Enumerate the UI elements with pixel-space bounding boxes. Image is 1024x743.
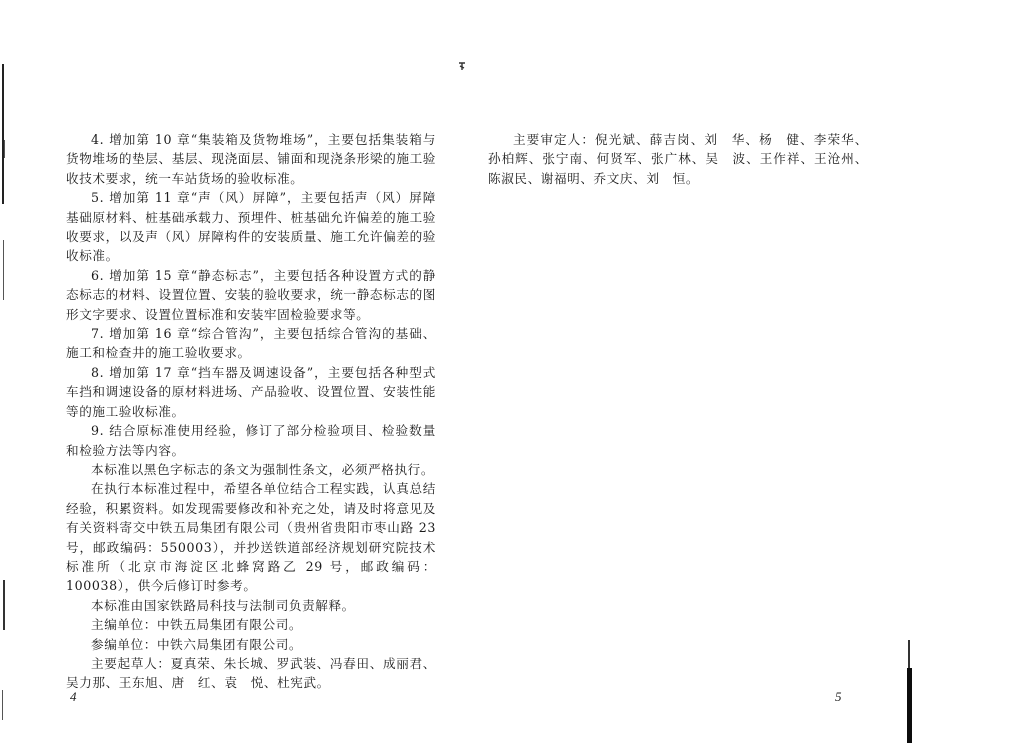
interpretation-authority: 本标准由国家铁路局科技与法制司负责解释。 xyxy=(91,597,355,613)
left-page-body xyxy=(66,130,436,693)
page-edge-shadow xyxy=(908,640,910,670)
page-number-right: 5 xyxy=(835,689,842,704)
gutter-scan-line xyxy=(3,580,5,630)
paragraph-item-8: 8. 增加第 17 章“挡车器及调速设备”，主要包括各种型式车挡和调速设备的原材料进场、产品验收、设置位置、安装性能等的施工验收标准。 xyxy=(66,364,436,419)
paragraph-item-5: 5. 增加第 11 章“声（风）屏障”，主要包括声（风）屏障基础原材料、桩基础承载力、预埋件、桩基础允许偏差的施工验收要求，以及声（风）屏障构件的安装质量、施工允许偏差的验收标准。 xyxy=(66,190,436,264)
main-drafters: 主要起草人：夏真荣、朱长城、罗武装、冯春田、成丽君、吴力那、王东旭、唐 红、袁 悦、杜宪武。 xyxy=(66,655,436,691)
chief-editor-unit: 主编单位：中铁五局集团有限公司。 xyxy=(91,617,303,633)
main-reviewers: 主要审定人：倪光斌、薛吉岗、刘 华、杨 健、李荣华、孙柏辉、张宁南、何贤军、张广林、吴 波、王作祥、王沧州、陈淑民、谢福明、乔文庆、刘 恒。 xyxy=(488,132,868,186)
paragraph-item-7: 7. 增加第 16 章“综合管沟”，主要包括综合管沟的基础、施工和检查井的施工验收要求。 xyxy=(66,326,436,361)
participating-unit: 参编单位：中铁六局集团有限公司。 xyxy=(91,636,303,652)
page-edge-shadow xyxy=(907,668,912,743)
gutter-scan-line xyxy=(2,690,3,720)
paragraph-item-9: 9. 结合原标准使用经验，修订了部分检验项目、检验数量和检验方法等内容。 xyxy=(66,423,436,458)
paragraph-item-4: 4. 增加第 10 章“集装箱及货物堆场”，主要包括集装箱与货物堆场的垫层、基层、现浇面层、铺面和现浇条形梁的施工验收技术要求，统一车站货场的验收标准。 xyxy=(66,132,436,186)
feedback-instructions: 在执行本标准过程中，希望各单位结合工程实践，认真总结经验，积累资料。如发现需要修改和补充之处，请及时将意见及有关资料寄交中铁五局集团有限公司（贵州省贵阳市枣山路 23 号，邮政编码：550003），并抄送铁道部经济规划研究院技术标准所（北京市海淀区北蜂窝路乙 29 号，邮政编码：100038），供今后修订时参考。 xyxy=(66,481,436,594)
paragraph-item-6: 6. 增加第 15 章“静态标志”，主要包括各种设置方式的静态标志的材料、设置位置、安装的验收要求，统一静态标志的图形文字要求、设置位置标准和安装牢固检验要求等。 xyxy=(66,267,436,322)
gutter-scan-line xyxy=(4,140,5,158)
gutter-scan-line xyxy=(2,64,4,204)
mandatory-clause-note: 本标准以黑色字标志的条文为强制性条文，必须严格执行。 xyxy=(91,461,435,477)
page-number-left: 4 xyxy=(70,689,77,704)
gutter-scan-line xyxy=(3,240,4,300)
scan-mark-icon xyxy=(457,61,467,71)
right-page-body xyxy=(488,130,868,188)
